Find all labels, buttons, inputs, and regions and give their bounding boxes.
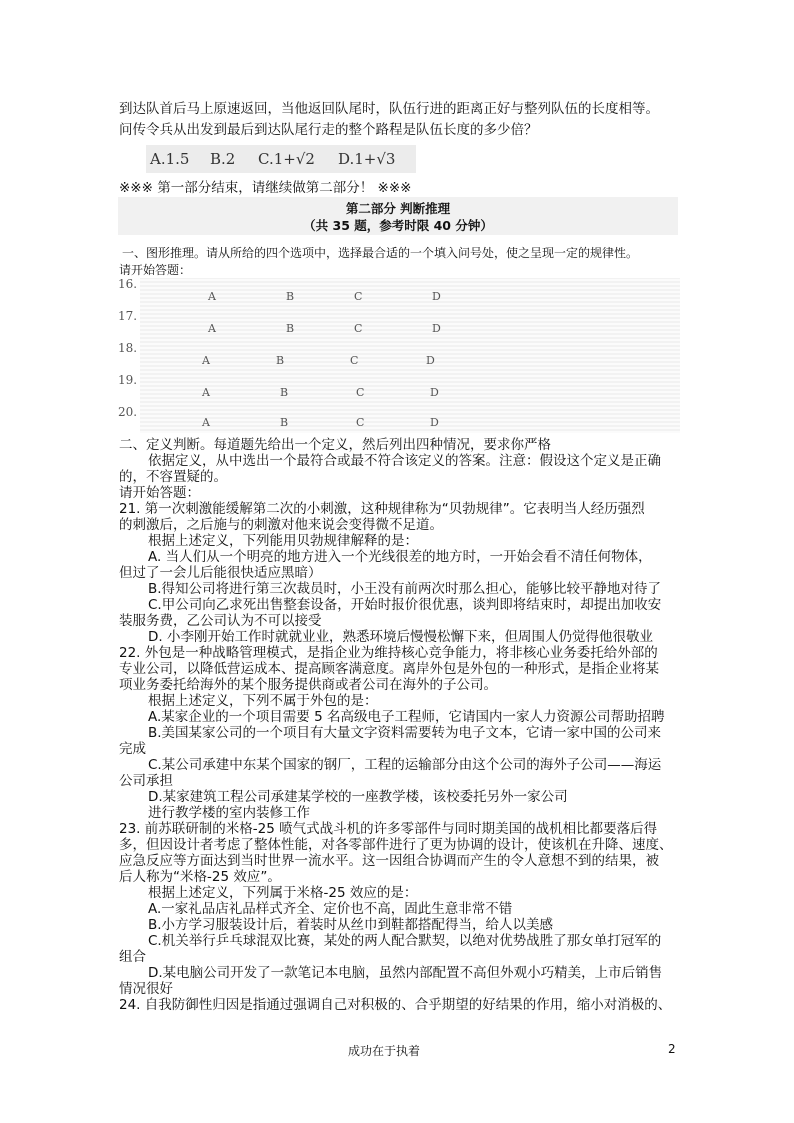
text-line: A.一家礼品店礼品样式齐全、定价也不高，固此生意非常不错 <box>148 901 513 917</box>
footer-motto: 成功在于执着 <box>348 1044 421 1058</box>
question-number: 19. <box>118 373 138 387</box>
text-line: 22. 外包是一种战略管理模式，是指企业为维持核心竞争能力，将非核心业务委托给外部的 <box>119 645 658 661</box>
option-label: C <box>356 416 365 429</box>
text-line: 应急反应等方面达到当时世界一流水平。这一因组合协调而产生的令人意想不到的结果，被 <box>119 853 659 869</box>
option-label: C <box>354 290 363 303</box>
option-label: B <box>280 386 289 399</box>
text-line: 根据上述定义，下列能用贝勃规律解释的是： <box>148 533 418 549</box>
text-line: 情况很好 <box>119 981 173 997</box>
text-line: 21. 第一次刺激能缓解第二次的小刺激，这种规律称为“贝勃规律”。它表明当人经历强烈 <box>119 501 645 517</box>
text-line: 组合 <box>119 949 146 965</box>
option-label: B <box>286 290 295 303</box>
option-c: C.1+√2 <box>258 150 315 168</box>
question-number: 16. <box>118 277 138 291</box>
text-line: 进行教学楼的室内装修工作 <box>148 805 310 821</box>
option-label: D <box>432 322 441 335</box>
option-label: A <box>202 386 210 399</box>
text-line: 二、定义判断。每道题先给出一个定义，然后列出四种情况，要求你严格 <box>119 437 551 453</box>
text-line: A.某家企业的一个项目需要 5 名高级电子工程师，它请国内一家人力资源公司帮助招聘 <box>148 709 665 725</box>
option-label: A <box>202 354 210 367</box>
option-label: A <box>208 290 216 303</box>
option-label: C <box>350 354 359 367</box>
option-label: A <box>202 416 210 429</box>
text-line: 项业务委托给海外的某个服务提供商或者公司在海外的子公司。 <box>119 677 497 693</box>
text-line: 根据上述定义，下列属于米格-25 效应的是： <box>148 885 418 901</box>
text-line: 但过了一会儿后能很快适应黑暗） <box>119 565 322 581</box>
option-label: B <box>286 322 295 335</box>
option-label: D <box>426 354 435 367</box>
page-number: 2 <box>668 1042 676 1056</box>
option-a: A.1.5 <box>150 150 190 168</box>
text-line: 问传令兵从出发到最后到达队尾行走的整个路程是队伍长度的多少倍？ <box>119 122 538 138</box>
option-label: B <box>280 416 289 429</box>
text-line: 24. 自我防御性归因是指通过强调自己对积极的、合乎期望的好结果的作用，缩小对消极的、 <box>119 997 672 1013</box>
question-number: 17. <box>118 309 138 323</box>
text-line: B.得知公司将进行第三次裁员时，小王没有前两次时那么担心，能够比较平静地对待了 <box>148 581 662 597</box>
answer-options <box>146 145 416 173</box>
text-line: 23. 前苏联研制的米格-25 喷气式战斗机的许多零部件与同时期美国的战机相比都要落后得 <box>119 821 658 837</box>
text-line: 公司承担 <box>119 773 173 789</box>
text-line: C.甲公司向乙求死出售整套设备，开始时报价很优惠，谈判即将结束时，却提出加收安 <box>148 597 662 613</box>
text-line: 专业公司，以降低营运成本、提高顾客满意度。离岸外包是外包的一种形式，是指企业将某 <box>119 661 659 677</box>
option-label: C <box>356 386 365 399</box>
option-label: C <box>354 322 363 335</box>
option-label: B <box>276 354 285 367</box>
part2-title: 第二部分 判断推理 <box>345 201 451 216</box>
text-line: D.某电脑公司开发了一款笔记本电脑，虽然内部配置不高但外观小巧精美，上市后销售 <box>148 965 663 981</box>
text-line: 装服务费，乙公司认为不可以接受 <box>119 613 322 629</box>
text-line: D.某家建筑工程公司承建某学校的一座教学楼，该校委托另外一家公司 <box>148 789 568 805</box>
option-label: D <box>430 416 439 429</box>
text-line: 到达队首后马上原速返回，当他返回队尾时，队伍行进的距离正好与整列队伍的长度相等。 <box>119 101 659 117</box>
text-line: B.美国某家公司的一个项目有大量文字资料需要转为电子文本，它请一家中国的公司来 <box>148 725 662 741</box>
text-line: 的，不容置疑的。 <box>119 469 227 485</box>
start-answer-label: 请开始答题： <box>119 263 192 277</box>
option-b: B.2 <box>210 150 236 168</box>
option-label: D <box>432 290 441 303</box>
question-number: 18. <box>118 341 138 355</box>
figure-area <box>140 278 680 433</box>
text-line: C.某公司承建中东某个国家的钢厂，工程的运输部分由这个公司的海外子公司——海运 <box>148 757 662 773</box>
option-d: D.1+√3 <box>338 150 396 168</box>
text-line: A. 当人们从一个明亮的地方进入一个光线很差的地方时，一开始会看不清任何物体， <box>148 549 652 565</box>
text-line: 的刺激后，之后施与的刺激对他来说会变得微不足道。 <box>119 517 443 533</box>
text-line: B.小方学习服装设计后，着装时从丝巾到鞋都搭配得当，给人以美感 <box>148 917 554 933</box>
text-line: 请开始答题： <box>119 485 200 501</box>
text-line: D. 小李刚开始工作时就就业业，熟悉环境后慢慢松懈下来，但周围人仍觉得他很敬业 <box>148 629 653 645</box>
section-end-note: ※※※ 第一部分结束，请继续做第二部分！ ※※※ <box>119 180 412 196</box>
text-line: 依据定义，从中选出一个最符合或最不符合该定义的答案。注意：假设这个定义是正确 <box>148 453 661 469</box>
part2-subtitle: （共 35 题，参考时限 40 分钟） <box>303 218 493 233</box>
figure-instruction: 一、图形推理。请从所给的四个选项中，选择最合适的一个填入问号处，使之呈现一定的规律性。 <box>122 246 639 260</box>
option-label: D <box>430 386 439 399</box>
text-line: C.机关举行乒乓球混双比赛，某处的两人配合默契，以绝对优势战胜了那女单打冠军的 <box>148 933 662 949</box>
text-line: 完成 <box>119 741 146 757</box>
text-line: 根据上述定义，下列不属于外包的是： <box>148 693 378 709</box>
option-label: A <box>208 322 216 335</box>
text-line: 后人称为“米格-25 效应”。 <box>119 869 281 885</box>
question-number: 20. <box>118 405 138 419</box>
text-line: 多，但因设计者考虑了整体性能，对各零部件进行了更为协调的设计，使该机在升降、速度、 <box>119 837 673 853</box>
